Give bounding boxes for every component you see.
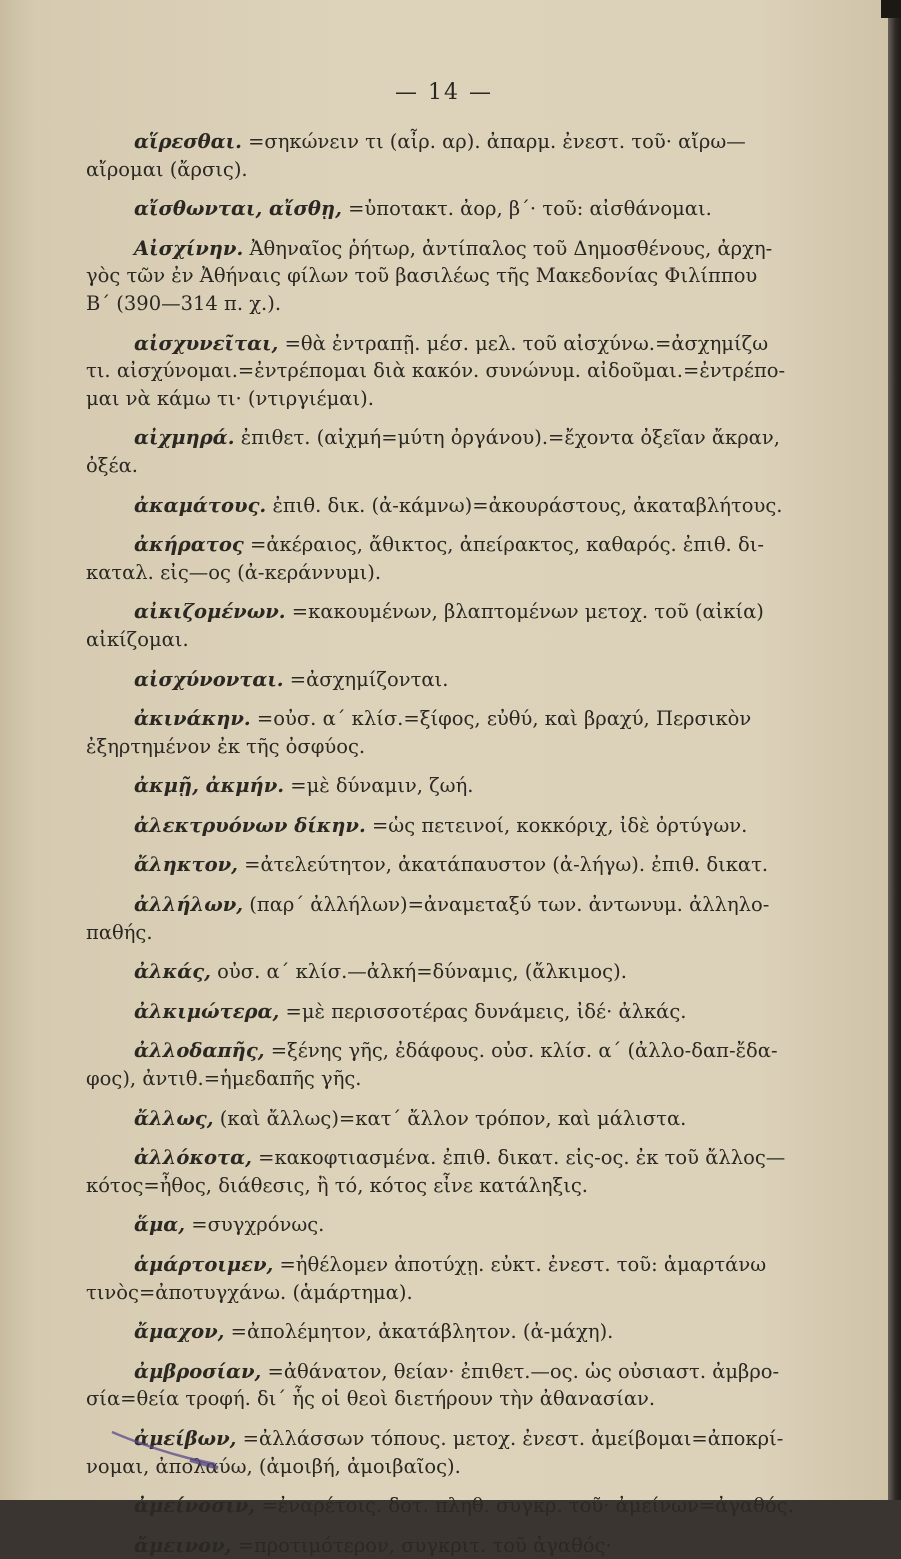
entry-gap bbox=[86, 879, 846, 891]
headword: ἀμβροσίαν, bbox=[134, 1359, 262, 1383]
entry-gap bbox=[86, 1239, 846, 1251]
definition-text: (καὶ ἄλλως)=κατ΄ ἄλλον τρόπον, καὶ μάλιστα. bbox=[219, 1106, 687, 1130]
definition-text: =μὲ δύναμιν, ζωή. bbox=[290, 774, 474, 798]
page-number: — 14 — bbox=[395, 80, 493, 105]
text-line bbox=[86, 733, 846, 761]
definition-text: =κακοφτιασμένα. ἐπιθ. δικατ. εἰς-ος. ἐκ τοῦ ἄλλος— bbox=[258, 1146, 786, 1170]
text-line bbox=[86, 1492, 846, 1520]
headword: ἀλλοδαπῆς, bbox=[134, 1039, 265, 1063]
text-line bbox=[86, 128, 846, 156]
headword: ἀκμῇ, ἀκμήν. bbox=[134, 774, 285, 798]
text-line bbox=[86, 812, 846, 840]
definition-text: Β΄ (390—314 π. χ.). bbox=[86, 291, 282, 315]
definition-text: =κακουμένων, βλαπτομένων μετοχ. τοῦ (αἰκία) bbox=[291, 600, 764, 624]
entry-gap bbox=[86, 1306, 846, 1318]
definition-text: Ἀθηναῖος ῥήτωρ, ἀντίπαλος τοῦ Δημοσθένους, ἀρχη- bbox=[249, 236, 773, 260]
text-line bbox=[86, 235, 846, 263]
headword: ἀκήρατος bbox=[134, 533, 244, 557]
headword: ἀμείβων, bbox=[134, 1426, 237, 1450]
entry-gap bbox=[86, 1520, 846, 1532]
text-line bbox=[86, 531, 846, 559]
entry-gap bbox=[86, 318, 846, 330]
definition-text: κότος=ἦθος, διάθεσις, ἢ τό, κότος εἶνε κατάληξις. bbox=[86, 1173, 589, 1197]
definition-text: ἐπιθ. δικ. (ἀ-κάμνω)=ἀκουράστους, ἀκαταβλήτους. bbox=[272, 493, 783, 517]
text-line bbox=[86, 357, 846, 385]
text-line bbox=[86, 1144, 846, 1172]
definition-text: =ἀκέραιος, ἄθικτος, ἀπείρακτος, καθαρός. ἐπιθ. δι- bbox=[249, 533, 764, 557]
definition-text: =σηκώνειν τι (αἶρ. αρ). ἀπαρμ. ἐνεστ. τοῦ· αἴρω— bbox=[248, 130, 746, 153]
definition-text: ἐξηρτημένον ἐκ τῆς ὀσφύος. bbox=[86, 734, 366, 758]
entry-gap bbox=[86, 946, 846, 958]
definition-text: (παρ΄ ἀλλήλων)=ἀναμεταξύ των. ἀντωνυμ. ἀλληλο- bbox=[249, 893, 770, 917]
definition-text: σία=θεία τροφή. δι΄ ἧς οἱ θεοὶ διετήρουν τὴν ἀθανασίαν. bbox=[86, 1387, 656, 1411]
entry-gap bbox=[86, 223, 846, 235]
text-line bbox=[86, 1172, 846, 1200]
entry-gap bbox=[86, 1025, 846, 1037]
text-line bbox=[86, 290, 846, 318]
text-line bbox=[86, 891, 846, 919]
entry-gap bbox=[86, 183, 846, 195]
entry-gap bbox=[86, 1413, 846, 1425]
entry-gap bbox=[86, 1132, 846, 1144]
headword: αἵρεσθαι. bbox=[134, 130, 242, 153]
entry-gap bbox=[86, 1346, 846, 1358]
headword: ἄμεινον, bbox=[134, 1533, 232, 1557]
definition-text: καταλ. εἰς—ος (ἀ-κεράννυμι). bbox=[86, 560, 382, 584]
text-line bbox=[86, 851, 846, 879]
entry-gap bbox=[86, 654, 846, 666]
text-line bbox=[86, 1105, 846, 1133]
headword: ἄλλως, bbox=[134, 1106, 214, 1130]
headword: Αἰσχίνην. bbox=[134, 236, 244, 260]
text-line bbox=[86, 492, 846, 520]
entry-gap bbox=[86, 800, 846, 812]
headword: αἴσθωνται, αἴσθῃ, bbox=[134, 197, 342, 221]
entry-gap bbox=[86, 839, 846, 851]
text-line bbox=[86, 958, 846, 986]
entry-gap bbox=[86, 519, 846, 531]
definition-text: οὐσ. α΄ κλίσ.—ἀλκή=δύναμις, (ἄλκιμος). bbox=[217, 960, 627, 984]
text-line bbox=[86, 330, 846, 358]
definition-text: =ἀσχημίζονται. bbox=[289, 667, 449, 691]
definition-text: =ἐναρέτοις. δοτ. πληθ. συγκρ. τοῦ· ἀμείνων=ἀγαθός. bbox=[261, 1494, 794, 1518]
definition-text: =συγχρόνως. bbox=[191, 1213, 325, 1237]
text-line bbox=[86, 195, 846, 223]
definition-text: μαι νὰ κάμω τι· (ντιργιέμαι). bbox=[86, 386, 374, 410]
definition-text: =ἀθάνατον, θείαν· ἐπιθετ.—ος. ὡς οὐσιαστ. ἀμβρο- bbox=[267, 1359, 780, 1383]
text-line bbox=[86, 705, 846, 733]
text-line bbox=[86, 385, 846, 413]
headword: ἄληκτον, bbox=[134, 853, 238, 877]
text-line bbox=[86, 1251, 846, 1279]
entry-gap bbox=[86, 760, 846, 772]
text-line bbox=[86, 1037, 846, 1065]
definition-text: γὸς τῶν ἐν Ἀθήναις φίλων τοῦ βασιλέως τῆς Μακεδονίας Φιλίππου bbox=[86, 264, 758, 288]
text-line bbox=[86, 1385, 846, 1413]
definition-text: αἰκίζομαι. bbox=[86, 627, 189, 651]
definition-text: =ἀλλάσσων τόπους. μετοχ. ἐνεστ. ἀμείβομαι=ἀποκρί- bbox=[242, 1426, 784, 1450]
text-line bbox=[86, 424, 846, 452]
entry-gap bbox=[86, 586, 846, 598]
headword: ἀλκάς, bbox=[134, 960, 211, 984]
headword: αἰκιζομένων. bbox=[134, 600, 286, 624]
definition-text: φος), ἀντιθ.=ἡμεδαπῆς γῆς. bbox=[86, 1067, 362, 1091]
definition-text: τι. αἰσχύνομαι.=ἐντρέπομαι διὰ κακόν. συνώνυμ. αἰδοῦμαι.=ἐντρέπο- bbox=[86, 359, 786, 383]
dictionary-text bbox=[86, 128, 846, 1559]
entry-gap bbox=[86, 1093, 846, 1105]
text-line bbox=[86, 666, 846, 694]
headword: ἀλκιμώτερα, bbox=[134, 999, 280, 1023]
definition-text: =προτιμότερον, συγκριτ. τοῦ ἀγαθός· bbox=[237, 1533, 612, 1557]
text-line bbox=[86, 1279, 846, 1307]
text-line bbox=[86, 156, 846, 184]
definition-text: =οὐσ. α΄ κλίσ.=ξίφος, εὐθύ, καὶ βραχύ, Περσικὸν bbox=[256, 707, 752, 731]
page-corner-shadow bbox=[881, 0, 901, 18]
entry-gap bbox=[86, 693, 846, 705]
text-line bbox=[86, 998, 846, 1026]
text-line bbox=[86, 598, 846, 626]
text-line bbox=[86, 919, 846, 947]
entry-gap bbox=[86, 986, 846, 998]
text-line bbox=[86, 626, 846, 654]
headword: ἀκινάκην. bbox=[134, 707, 251, 731]
definition-text: =ἠθέλομεν ἀποτύχῃ. εὐκτ. ἐνεστ. τοῦ: ἁμαρτάνω bbox=[279, 1253, 767, 1276]
entry-gap bbox=[86, 1480, 846, 1492]
text-line bbox=[86, 559, 846, 587]
text-line bbox=[86, 262, 846, 290]
headword: ἅμα, bbox=[134, 1213, 186, 1237]
entry-gap bbox=[86, 412, 846, 424]
definition-text: αἴρομαι (ἄρσις). bbox=[86, 157, 248, 181]
headword: ἄμαχον, bbox=[134, 1320, 225, 1344]
definition-text: =ἀπολέμητον, ἀκατάβλητον. (ἀ-μάχη). bbox=[230, 1320, 614, 1344]
ink-stroke-mark bbox=[110, 1430, 230, 1470]
definition-text: =ὡς πετεινοί, κοκκόριχ, ἰδὲ ὀρτύγων. bbox=[371, 813, 748, 837]
entry-gap bbox=[86, 480, 846, 492]
headword: αἰχμηρά. bbox=[134, 426, 235, 450]
definition-text: =ἀτελεύτητον, ἀκατάπαυστον (ἀ-λήγω). ἐπιθ. δικατ. bbox=[244, 853, 769, 877]
headword: ἀκαμάτους. bbox=[134, 493, 267, 517]
definition-text: παθής. bbox=[86, 920, 153, 944]
text-line bbox=[86, 1358, 846, 1386]
text-line bbox=[86, 772, 846, 800]
headword: ἀλλήλων, bbox=[134, 893, 244, 917]
book-spine bbox=[888, 0, 901, 1500]
text-line bbox=[86, 1532, 846, 1559]
text-line bbox=[86, 452, 846, 480]
text-line bbox=[86, 1065, 846, 1093]
definition-text: =θὰ ἐντραπῇ. μέσ. μελ. τοῦ αἰσχύνω.=ἀσχημίζω bbox=[284, 331, 769, 355]
definition-text: ὀξέα. bbox=[86, 453, 138, 477]
definition-text: =μὲ περισσοτέρας δυνάμεις, ἰδέ· ἀλκάς. bbox=[285, 999, 687, 1023]
definition-text: τινὸς=ἀποτυγχάνω. (ἁμάρτημα). bbox=[86, 1280, 413, 1304]
text-line bbox=[86, 1211, 846, 1239]
headword: ἀλεκτρυόνων δίκην. bbox=[134, 813, 366, 837]
definition-text: =ὑποτακτ. ἀορ, β΄· τοῦ: αἰσθάνομαι. bbox=[348, 197, 712, 221]
definition-text: =ξένης γῆς, ἐδάφους. οὐσ. κλίσ. α΄ (ἀλλο-δαπ-ἔδα- bbox=[270, 1039, 778, 1063]
headword: ἀλλόκοτα, bbox=[134, 1146, 252, 1170]
headword: ἁμάρτοιμεν, bbox=[134, 1253, 274, 1276]
headword: αἰσχύνονται. bbox=[134, 667, 284, 691]
text-line bbox=[86, 1318, 846, 1346]
entry-gap bbox=[86, 1199, 846, 1211]
headword: αἰσχυνεῖται, bbox=[134, 331, 279, 355]
definition-text: νομαι, ἀπολαύω, (ἀμοιβή, ἀμοιβαῖος). bbox=[86, 1454, 461, 1478]
headword: ἀμείνοσιν, bbox=[134, 1494, 256, 1518]
definition-text: ἐπιθετ. (αἰχμή=μύτη ὀργάνου).=ἔχοντα ὀξεῖαν ἄκραν, bbox=[240, 426, 780, 450]
